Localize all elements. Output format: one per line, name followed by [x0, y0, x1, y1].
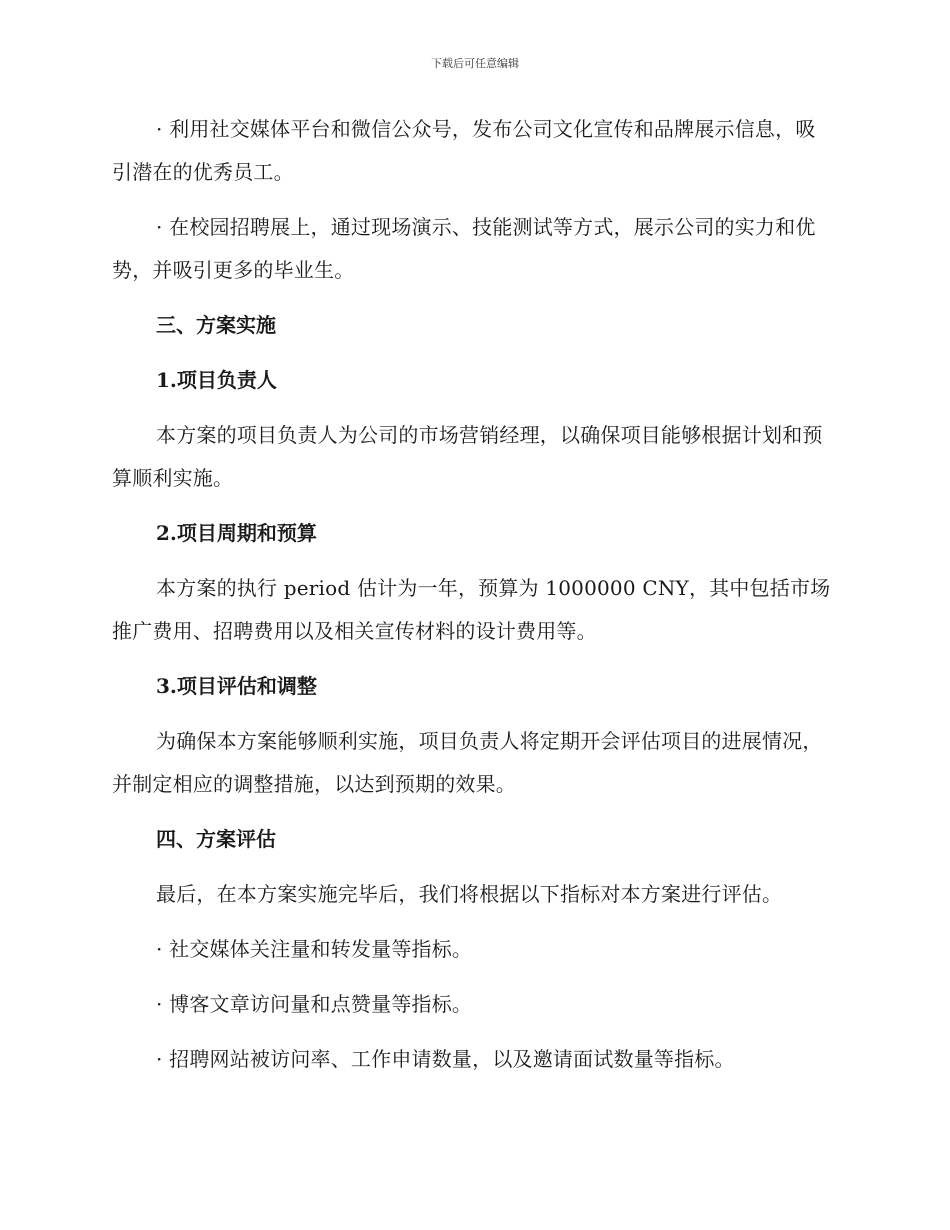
body-paragraph: 最后，在本方案实施完毕后，我们将根据以下指标对本方案进行评估。 [156, 882, 783, 906]
body-paragraph: 本方案的项目负责人为公司的市场营销经理，以确保项目能够根据计划和预算顺利实施。 [112, 423, 823, 490]
page-header-note: 下载后可任意编辑 [431, 57, 519, 70]
bullet-item: · 社交媒体关注量和转发量等指标。 [156, 937, 473, 961]
bullet-item: · 博客文章访问量和点赞量等指标。 [156, 992, 473, 1016]
subsection-heading: 1.项目负责人 [156, 368, 277, 392]
body-paragraph: 本方案的执行 period 估计为一年，预算为 1000000 CNY，其中包括市场推广费用、招聘费用以及相关宣传材料的设计费用等。 [112, 576, 831, 643]
bullet-item: · 招聘网站被访问率、工作申请数量，以及邀请面试数量等指标。 [156, 1047, 735, 1071]
section-heading: 四、方案评估 [156, 827, 276, 851]
subsection-heading: 2.项目周期和预算 [156, 521, 317, 545]
body-paragraph: 为确保本方案能够顺利实施，项目负责人将定期开会评估项目的进展情况，并制定相应的调整措施，以达到预期的效果。 [112, 729, 823, 796]
bullet-paragraph: · 在校园招聘展上，通过现场演示、技能测试等方式，展示公司的实力和优势，并吸引更多的毕业生。 [112, 215, 816, 282]
subsection-heading: 3.项目评估和调整 [156, 674, 317, 698]
document-body [112, 108, 832, 1081]
bullet-paragraph: · 利用社交媒体平台和微信公众号，发布公司文化宣传和品牌展示信息，吸引潜在的优秀员工。 [112, 117, 816, 184]
section-heading: 三、方案实施 [156, 313, 276, 337]
